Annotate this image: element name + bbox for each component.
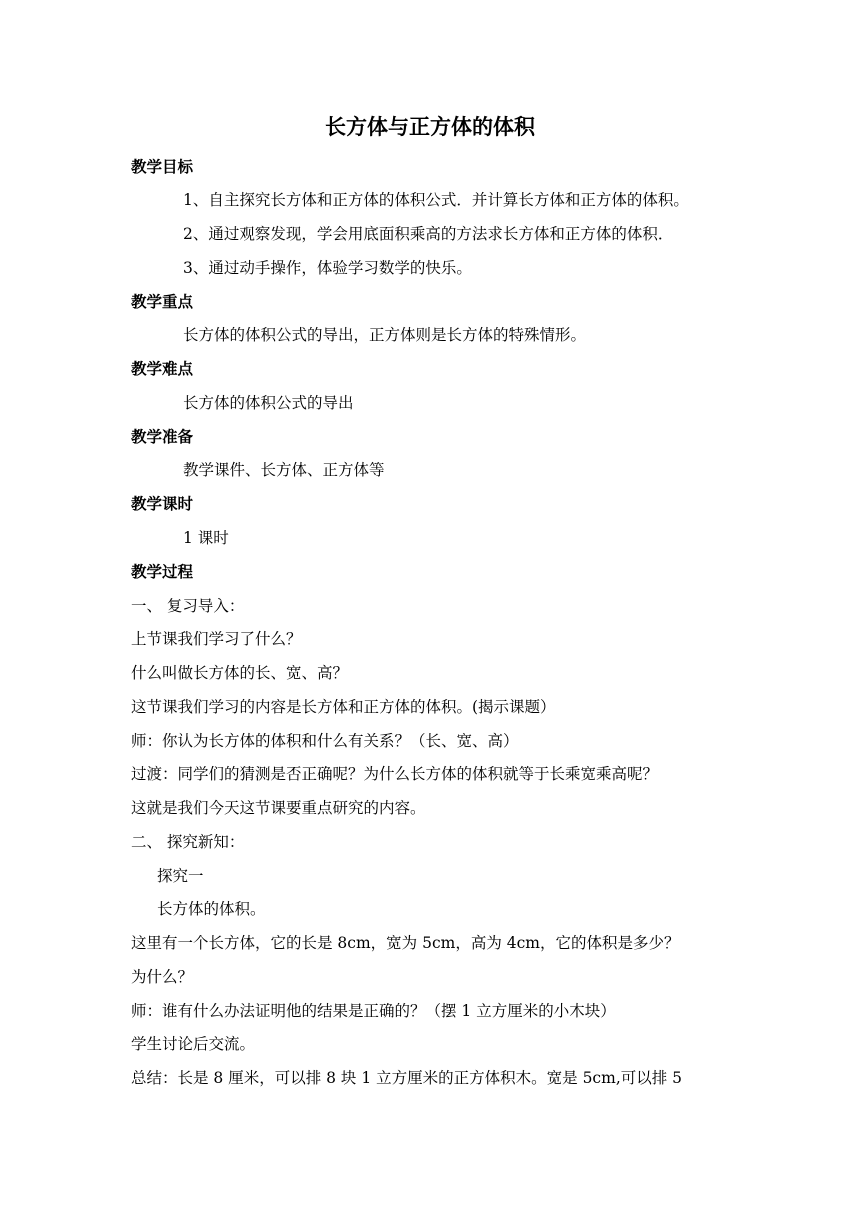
document-title: 长方体与正方体的体积 [325, 115, 535, 139]
hours-text: 1 课时 [183, 529, 229, 547]
process-line-15: 总结：长是 8 厘米，可以排 8 块 1 立方厘米的正方体积木。宽是 5cm,可以排 5 [131, 1069, 683, 1087]
process-line-7: 这就是我们今天这节课要重点研究的内容。 [131, 799, 426, 817]
objective-item-3: 3、通过动手操作，体验学习数学的快乐。 [183, 259, 472, 277]
process-line-13: 师：谁有什么办法证明他的结果是正确的？（摆 1 立方厘米的小木块） [131, 1002, 616, 1020]
difficulties-heading: 教学难点 [131, 360, 194, 378]
process-line-11: 这里有一个长方体，它的长是 8cm，宽为 5cm，高为 4cm，它的体积是多少？ [131, 934, 680, 952]
process-line-2: 上节课我们学习了什么？ [131, 630, 302, 648]
key-points-text: 长方体的体积公式的导出，正方体则是长方体的特殊情形。 [183, 326, 587, 344]
objective-item-1: 1、自主探究长方体和正方体的体积公式．并计算长方体和正方体的体积。 [183, 191, 689, 209]
process-line-6: 过渡：同学们的猜测是否正确呢？为什么长方体的体积就等于长乘宽乘高呢？ [131, 765, 659, 783]
process-line-10: 长方体的体积。 [157, 900, 266, 918]
process-line-3: 什么叫做长方体的长、宽、高？ [131, 664, 349, 682]
objective-item-2: 2、通过观察发现，学会用底面积乘高的方法求长方体和正方体的体积． [183, 225, 674, 243]
process-line-5: 师：你认为长方体的体积和什么有关系？（长、宽、高） [131, 732, 519, 750]
process-line-12: 为什么？ [131, 968, 194, 986]
objectives-heading: 教学目标 [131, 158, 194, 176]
key-points-heading: 教学重点 [131, 293, 194, 311]
preparation-heading: 教学准备 [131, 428, 194, 446]
process-heading: 教学过程 [131, 563, 194, 581]
hours-heading: 教学课时 [131, 495, 194, 513]
preparation-text: 教学课件、长方体、正方体等 [183, 461, 385, 479]
process-line-4: 这节课我们学习的内容是长方体和正方体的体积。(揭示课题） [131, 698, 556, 716]
difficulties-text: 长方体的体积公式的导出 [183, 394, 354, 412]
process-line-8: 二、 探究新知： [131, 833, 245, 851]
process-line-14: 学生讨论后交流。 [131, 1035, 256, 1053]
process-line-1: 一、 复习导入： [131, 597, 245, 615]
process-line-9: 探究一 [157, 867, 204, 885]
